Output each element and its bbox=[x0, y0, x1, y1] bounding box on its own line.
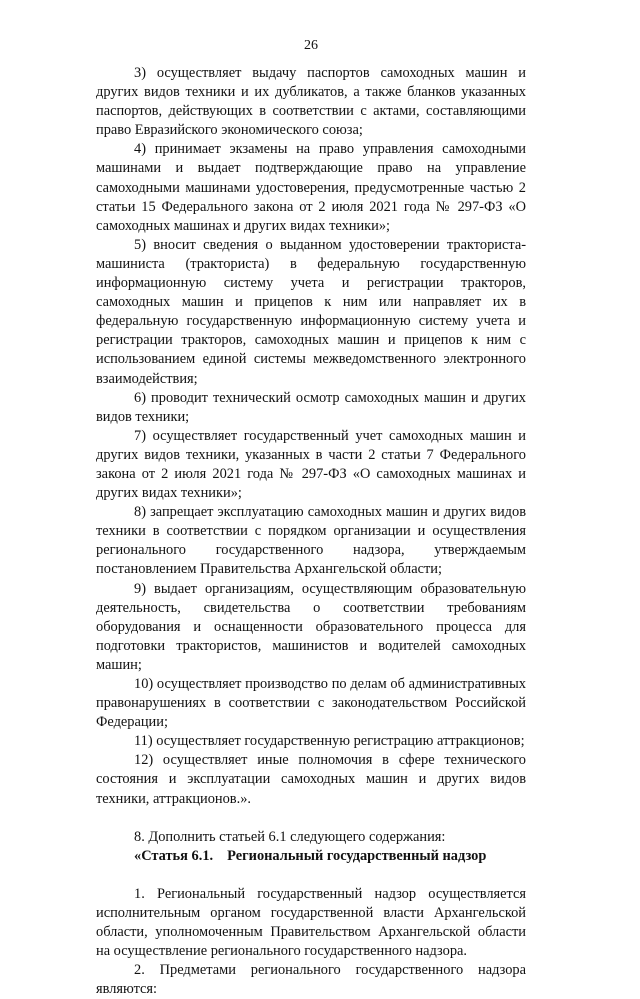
article-heading bbox=[96, 847, 526, 866]
article-number: «Статья 6.1. bbox=[134, 847, 214, 864]
list-item: 6) проводит технический осмотр самоходных машин и других видов техники; bbox=[96, 389, 526, 425]
list-item: 9) выдает организациям, осуществляющим образовательную деятельность, свидетельства о соответствии требованиям оборудования и оснащенности образовательного процесса для подготовки трактористов, машинистов и водителей самоходных машин; bbox=[96, 580, 526, 673]
list-item: 10) осуществляет производство по делам об административных правонарушениях в соответствии с законодательством Российской Федерации; bbox=[96, 676, 526, 731]
list-item: 5) вносит сведения о выданном удостоверении тракториста-машиниста (тракториста) в федеральную государственную информационную систему учета и регистрации тракторов, самоходных машин и прицепов к ним или направляет их в федеральную государственную информационную систему учета и регистрации тракторов, самоходных машин и прицепов к ним с использованием единой системы межведомственного электронного взаимодействия; bbox=[96, 236, 526, 387]
document-body bbox=[96, 64, 526, 999]
list-item: 8) запрещает эксплуатацию самоходных машин и других видов техники в соответствии с порядком организации и осуществления регионального государственного надзора, утверждаемым постановлением Правительства Архангельской области; bbox=[96, 504, 526, 578]
amendment-paragraph: 8. Дополнить статьей 6.1 следующего содержания: bbox=[134, 828, 446, 845]
list-item: 4) принимает экзамены на право управления самоходными машинами и выдает подтверждающие право на управление самоходными машинами удостоверения, предусмотренные частью 2 статьи 15 Федерального закона от 2 июля 2021 года № 297-ФЗ «О самоходных машинах и других видах техники»; bbox=[96, 141, 526, 234]
article-paragraph: 1. Региональный государственный надзор осуществляется исполнительным органом государственной власти Архангельской области, уполномоченным Правительством Архангельской области на осуществление регионального государственного надзора. bbox=[96, 885, 526, 960]
page-number: 26 bbox=[304, 38, 318, 53]
article-paragraph: 2. Предметами регионального государственного надзора являются: bbox=[96, 962, 526, 998]
list-item: 3) осуществляет выдачу паспортов самоходных машин и других видов техники и их дубликатов, а также бланков указанных паспортов, действующих в соответствии с актами, составляющими право Евразийского экономического союза; bbox=[96, 65, 526, 139]
list-item: 7) осуществляет государственный учет самоходных машин и других видов техники, указанных в части 2 статьи 7 Федерального закона от 2 июля 2021 года № 297-ФЗ «О самоходных машинах и других видах техники»; bbox=[96, 427, 526, 502]
article-title: Региональный государственный надзор bbox=[227, 847, 487, 864]
list-item: 12) осуществляет иные полномочия в сфере технического состояния и эксплуатации самоходных машин и других видов техники, аттракционов.». bbox=[96, 752, 526, 807]
list-item: 11) осуществляет государственную регистрацию аттракционов; bbox=[134, 733, 525, 750]
